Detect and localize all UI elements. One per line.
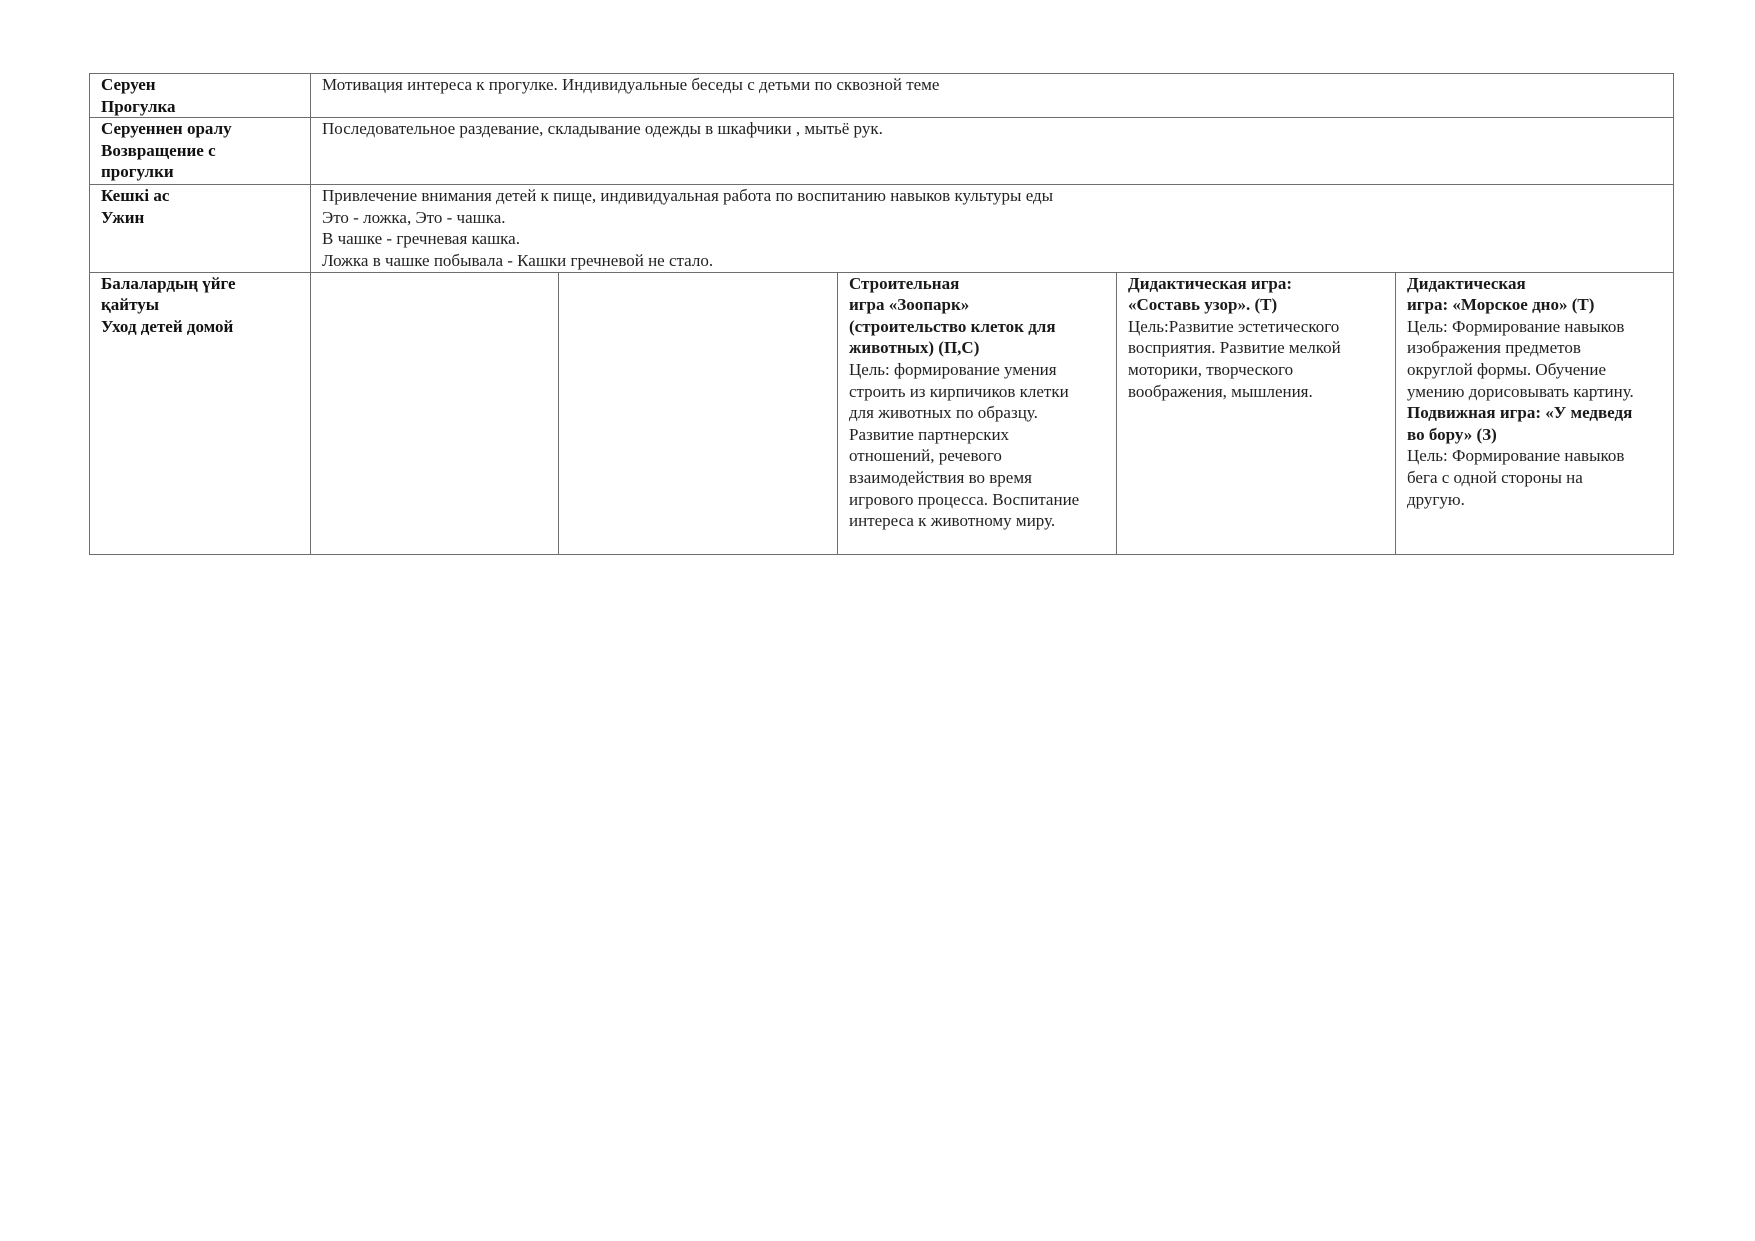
activity-text-line: игрового процесса. Воспитание (849, 489, 1080, 509)
activity-text-line: умению дорисовывать картину. (1407, 381, 1634, 401)
activity-text-line: восприятия. Развитие мелкой (1128, 338, 1341, 358)
activity-text-line: для животных по образцу. (849, 403, 1038, 423)
label-line: Ужин (101, 207, 145, 227)
activity-text-line: отношений, речевого (849, 446, 1002, 466)
activity-text-line: другую. (1407, 489, 1465, 509)
walk-content: Мотивация интереса к прогулке. Индивидуальные беседы с детьми по сквозной теме (322, 75, 940, 94)
return-content: Последовательное раздевание, складывание одежды в шкафчики , мытьё рук. (322, 119, 883, 139)
row-label-dinner (90, 185, 311, 272)
row-label-return (90, 118, 311, 185)
activity-title-line: Строительная (849, 273, 960, 293)
activity-title-line: игра: «Морское дно» (Т) (1407, 295, 1595, 315)
daily-plan-table (89, 73, 1674, 555)
activity-text-line: строить из кирпичиков клетки (849, 381, 1069, 401)
label-line: Уход детей домой (101, 316, 234, 336)
activity-text-line: Цель: Формирование навыков (1407, 316, 1625, 336)
activity-text-line: моторики, творческого (1128, 359, 1294, 379)
label-line: прогулки (101, 162, 174, 182)
activity-title-line: Дидактическая игра: (1128, 273, 1293, 293)
label-line: Балалардың үйге (101, 273, 236, 293)
table-row-home (90, 272, 1674, 554)
home-empty-cell-1 (311, 272, 559, 554)
activity-text-line: интереса к животному миру. (849, 511, 1056, 531)
table-row-dinner (90, 185, 1674, 272)
dinner-line: В чашке - гречневая кашка. (322, 229, 520, 249)
activity-text-line: Цель: формирование умения (849, 359, 1057, 379)
home-activity-zoo (838, 272, 1117, 554)
activity-text-line: округлой формы. Обучение (1407, 359, 1607, 379)
label-line: қайтуы (101, 295, 159, 315)
label-line: Прогулка (101, 96, 176, 116)
activity-title-line: Дидактическая (1407, 273, 1526, 293)
dinner-content-cell (311, 185, 1674, 272)
dinner-line: Привлечение внимания детей к пище, индивидуальная работа по воспитанию навыков культуры еды (322, 186, 1054, 206)
dinner-line: Ложка в чашке побывала - Кашки гречневой не стало. (322, 250, 714, 270)
activity-text-line: взаимодействия во время (849, 467, 1032, 487)
activity-text-line: изображения предметов (1407, 338, 1581, 358)
activity-text-line: Развитие партнерских (849, 424, 1010, 444)
row-label-home (90, 272, 311, 554)
activity-title-line: животных) (П,С) (849, 338, 980, 358)
activity-text-line: бега с одной стороны на (1407, 467, 1583, 487)
activity-title-line: Подвижная игра: «У медведя (1407, 403, 1633, 423)
home-empty-cell-2 (559, 272, 838, 554)
activity-text-line: воображения, мышления. (1128, 381, 1313, 401)
label-line: Серуеннен оралу (101, 119, 232, 139)
activity-text-line: Цель: Формирование навыков (1407, 446, 1625, 466)
activity-text-line: Цель:Развитие эстетического (1128, 316, 1340, 336)
activity-title-line: (строительство клеток для (849, 316, 1056, 336)
home-activity-seabed (1396, 272, 1674, 554)
row-label-walk (90, 74, 311, 118)
label-line: Кешкі ас (101, 186, 170, 206)
activity-title-line: «Составь узор». (Т) (1128, 295, 1278, 315)
label-line: Возвращение с (101, 140, 216, 160)
table-row-return (90, 118, 1674, 185)
activity-title-line: игра «Зоопарк» (849, 295, 970, 315)
dinner-line: Это - ложка, Это - чашка. (322, 207, 506, 227)
walk-content-cell (311, 74, 1674, 118)
table-row-walk (90, 74, 1674, 118)
return-content-cell (311, 118, 1674, 185)
activity-title-line: во бору» (З) (1407, 424, 1497, 444)
label-line: Серуен (101, 75, 156, 94)
home-activity-pattern (1117, 272, 1396, 554)
